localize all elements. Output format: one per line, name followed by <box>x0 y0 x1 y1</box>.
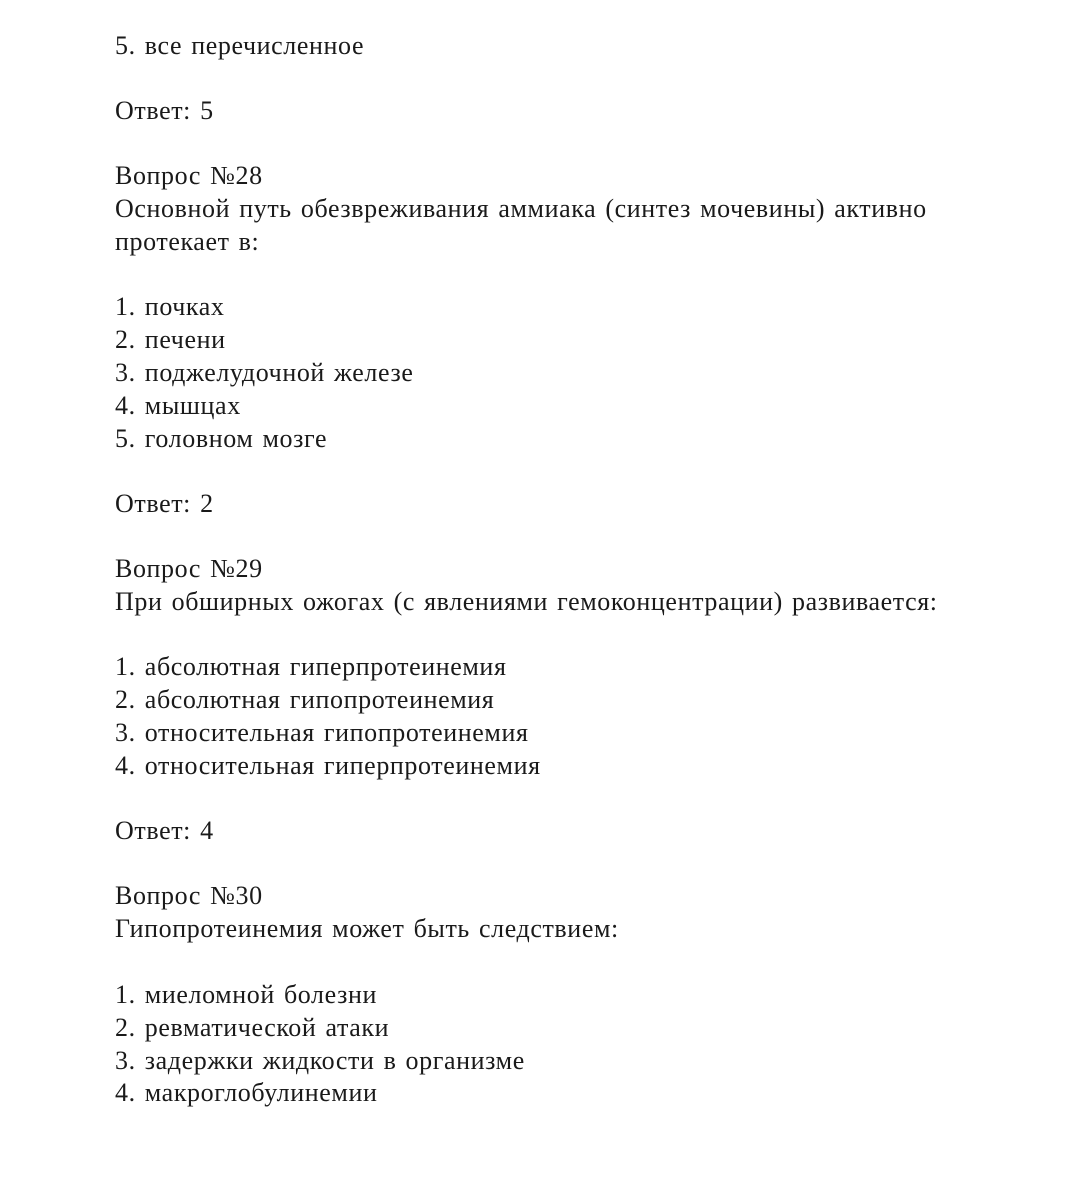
option-text: 1. почках <box>115 292 225 321</box>
option-text: 4. макроглобулинемии <box>115 1078 378 1107</box>
option-text: 1. миеломной болезни <box>115 980 377 1009</box>
option-text: 4. мышцах <box>115 391 241 420</box>
question-title: Вопрос №28 <box>115 161 263 190</box>
question-text: Гипопротеинемия может быть следствием: <box>115 914 619 943</box>
question-title: Вопрос №30 <box>115 881 263 910</box>
option-text: 2. печени <box>115 325 226 354</box>
option-text: 5. головном мозге <box>115 424 328 453</box>
option-text: 3. поджелудочной железе <box>115 358 414 387</box>
option-text: 5. все перечисленное <box>115 31 365 60</box>
option-text: 3. задержки жидкости в организме <box>115 1046 525 1075</box>
question-title: Вопрос №29 <box>115 554 263 583</box>
question-text: При обширных ожогах (с явлениями гемоконцентрации) развивается: <box>115 587 938 616</box>
option-text: 3. относительная гипопротеинемия <box>115 718 529 747</box>
answer-text: Ответ: 5 <box>115 96 214 125</box>
option-text: 2. абсолютная гипопротеинемия <box>115 685 495 714</box>
question-text: протекает в: <box>115 227 260 256</box>
question-text: Основной путь обезвреживания аммиака (синтез мочевины) активно <box>115 194 927 223</box>
option-text: 1. абсолютная гиперпротеинемия <box>115 652 507 681</box>
answer-text: Ответ: 4 <box>115 816 214 845</box>
answer-text: Ответ: 2 <box>115 489 214 518</box>
option-text: 4. относительная гиперпротеинемия <box>115 751 541 780</box>
option-text: 2. ревматической атаки <box>115 1013 390 1042</box>
